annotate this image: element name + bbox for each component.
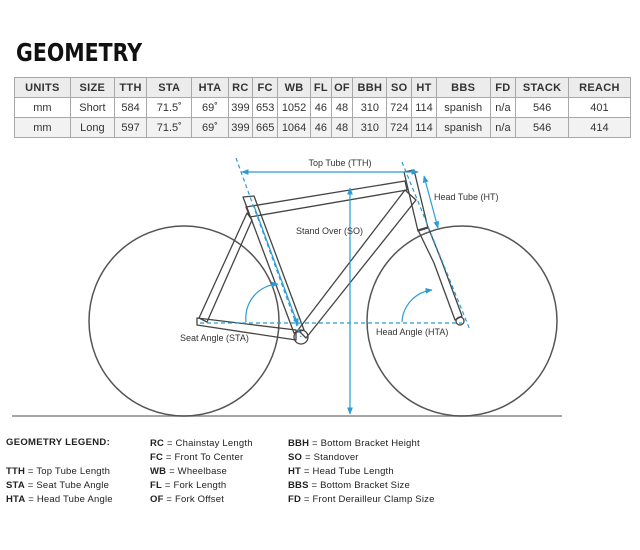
table-cell: 399	[228, 118, 253, 138]
seat-angle-label: Seat Angle (STA)	[180, 333, 249, 343]
legend-abbr: OF	[150, 494, 164, 505]
legend-item	[288, 493, 435, 507]
legend-desc: = Seat Tube Angle	[24, 480, 110, 491]
column-header: HT	[412, 78, 437, 98]
legend-abbr: RC	[150, 438, 165, 449]
legend-desc: = Standover	[302, 452, 359, 463]
legend-item	[6, 479, 113, 493]
legend-abbr: HT	[288, 466, 302, 477]
legend-abbr: HTA	[6, 494, 26, 505]
column-header: UNITS	[15, 78, 71, 98]
table-cell: spanish	[436, 98, 490, 118]
column-header: SIZE	[70, 78, 114, 98]
table-cell: n/a	[490, 98, 516, 118]
legend-desc: = Head Tube Angle	[25, 494, 113, 505]
legend-item	[150, 437, 253, 451]
table-cell: 114	[412, 98, 437, 118]
legend-abbr: FD	[288, 494, 302, 505]
column-header: WB	[278, 78, 311, 98]
table-cell: 724	[387, 118, 412, 138]
table-cell: 653	[253, 98, 278, 118]
table-row	[15, 98, 631, 118]
legend-item	[150, 451, 253, 465]
column-header: FD	[490, 78, 516, 98]
table-cell: 46	[311, 118, 332, 138]
legend-desc: = Bottom Bracket Height	[309, 438, 420, 449]
column-header: TTH	[115, 78, 147, 98]
legend-item	[6, 493, 113, 507]
legend-desc: = Front To Center	[163, 452, 244, 463]
legend-column-3	[288, 437, 435, 507]
legend-column-1	[6, 465, 113, 507]
column-header: FL	[311, 78, 332, 98]
column-header: HTA	[192, 78, 228, 98]
column-header: RC	[228, 78, 253, 98]
table-cell: spanish	[436, 118, 490, 138]
legend-item	[150, 493, 253, 507]
legend-item	[288, 437, 435, 451]
column-header: BBH	[353, 78, 387, 98]
table-cell: mm	[15, 98, 71, 118]
table-cell: 665	[253, 118, 278, 138]
table-cell: mm	[15, 118, 71, 138]
table-cell: 46	[311, 98, 332, 118]
table-cell: 310	[353, 118, 387, 138]
front-wheel	[367, 226, 557, 416]
legend-heading: GEOMETRY LEGEND:	[6, 437, 111, 448]
legend-abbr: FL	[150, 480, 163, 491]
column-header: STACK	[516, 78, 569, 98]
table-cell: 546	[516, 118, 569, 138]
top-tube-label: Top Tube (TTH)	[308, 158, 372, 168]
legend-desc: = Fork Length	[162, 480, 227, 491]
table-cell: 1052	[278, 98, 311, 118]
table-row	[15, 118, 631, 138]
legend-item	[150, 479, 253, 493]
table-cell: 69˚	[192, 98, 228, 118]
column-header: SO	[387, 78, 412, 98]
column-header: STA	[147, 78, 192, 98]
legend-desc: = Wheelbase	[166, 466, 227, 477]
legend-abbr: BBH	[288, 438, 310, 449]
head-angle-label: Head Angle (HTA)	[376, 327, 449, 337]
table-cell: 48	[331, 118, 353, 138]
table-header-row	[15, 78, 631, 98]
table-cell: 584	[115, 98, 147, 118]
table-cell: 597	[115, 118, 147, 138]
seat-tube-axis	[236, 158, 301, 337]
legend-abbr: FC	[150, 452, 164, 463]
table-cell: 48	[331, 98, 353, 118]
legend-desc: = Front Derailleur Clamp Size	[301, 494, 435, 505]
legend-column-2	[150, 437, 253, 507]
legend-desc: = Fork Offset	[163, 494, 225, 505]
legend-abbr: WB	[150, 466, 167, 477]
column-header: REACH	[568, 78, 630, 98]
legend-desc: = Top Tube Length	[25, 466, 111, 477]
column-header: BBS	[436, 78, 490, 98]
legend-item	[6, 465, 113, 479]
table-cell: 310	[353, 98, 387, 118]
legend-desc: = Head Tube Length	[301, 466, 394, 477]
geometry-table	[14, 77, 631, 138]
legend-abbr: STA	[6, 480, 25, 491]
legend-item	[288, 479, 435, 493]
table-cell: 71.5˚	[147, 118, 192, 138]
bike-geometry-diagram	[0, 150, 640, 425]
bike-frame	[197, 170, 464, 344]
table-cell: Short	[70, 98, 114, 118]
table-cell: 401	[568, 98, 630, 118]
table-cell: 114	[412, 118, 437, 138]
legend-abbr: SO	[288, 452, 303, 463]
column-header: OF	[331, 78, 353, 98]
table-cell: 399	[228, 98, 253, 118]
table-cell: n/a	[490, 118, 516, 138]
table-cell: 71.5˚	[147, 98, 192, 118]
rear-wheel	[89, 226, 279, 416]
legend-desc: = Bottom Bracket Size	[308, 480, 410, 491]
legend-abbr: TTH	[6, 466, 26, 477]
column-header: FC	[253, 78, 278, 98]
table-cell: 414	[568, 118, 630, 138]
table-cell: 724	[387, 98, 412, 118]
table-cell: 1064	[278, 118, 311, 138]
legend-desc: = Chainstay Length	[164, 438, 253, 449]
legend-item	[150, 465, 253, 479]
stand-over-label: Stand Over (SO)	[296, 226, 364, 236]
legend-abbr: BBS	[288, 480, 309, 491]
table-cell: 546	[516, 98, 569, 118]
page-title: GEOMETRY	[16, 38, 143, 67]
legend-item	[288, 465, 435, 479]
legend-item	[288, 451, 435, 465]
head-angle-arc	[402, 290, 432, 322]
head-tube-label: Head Tube (HT)	[434, 192, 499, 202]
table-cell: 69˚	[192, 118, 228, 138]
table-cell: Long	[70, 118, 114, 138]
